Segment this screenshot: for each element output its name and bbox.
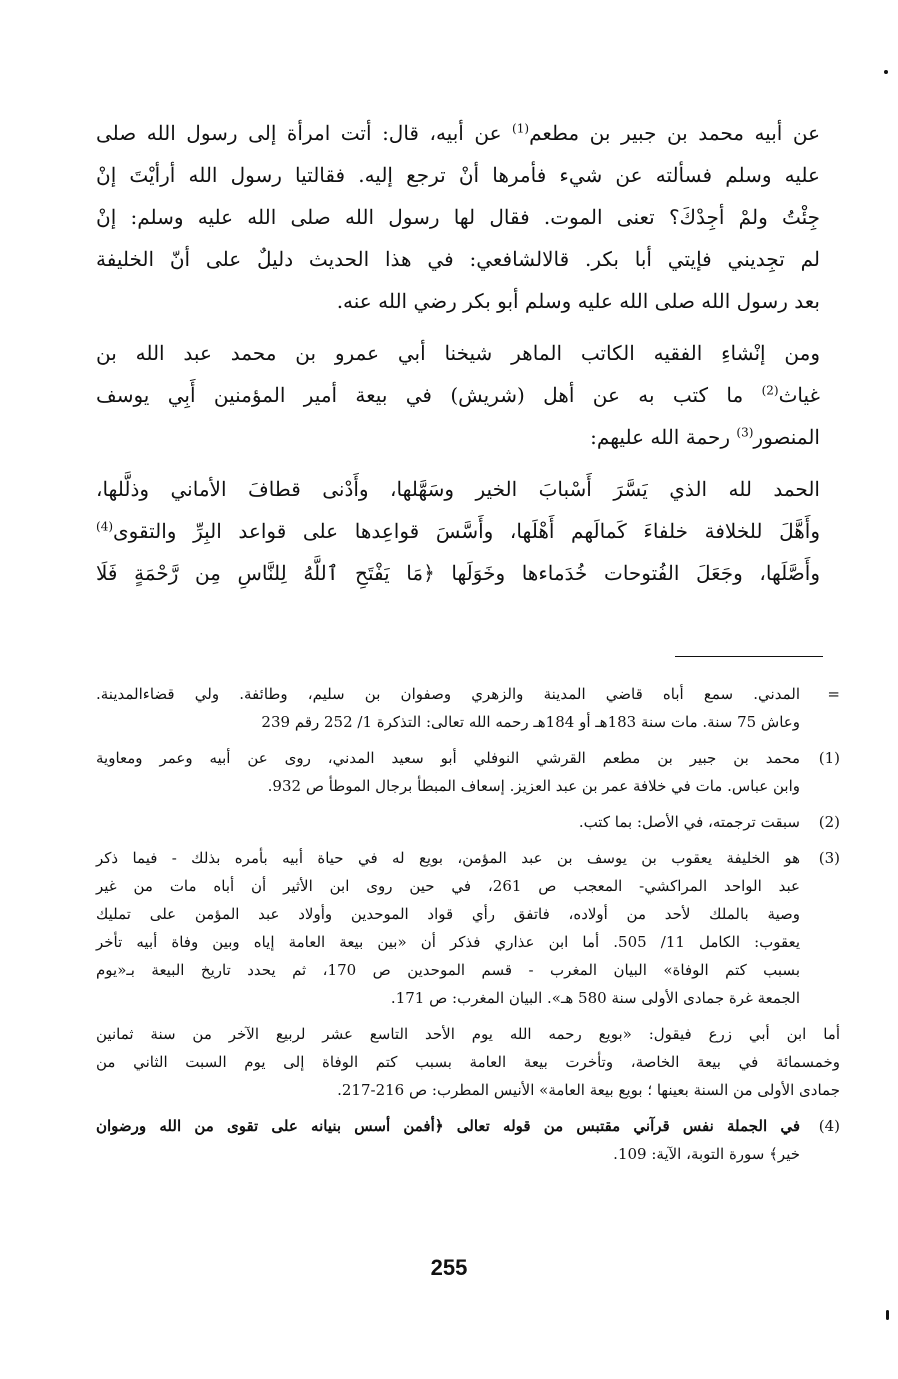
footnote-mark: (2) <box>818 813 840 831</box>
scan-speck <box>884 70 888 74</box>
footnote-mark: = <box>827 685 840 703</box>
footnote <box>96 1112 840 1168</box>
footnote <box>96 680 840 736</box>
paragraph-3 <box>96 468 820 594</box>
text-line: وأَصَّلَها، وجَعَلَ الفُتوحات خُدَماءها وخَوَلَها ﴿مَا يَفْتَحِ ٱللَّهُ لِلنَّاسِ مِن رَّحْمَةٍ فَلَا <box>96 561 820 585</box>
footnote-ref: (3) <box>736 425 754 440</box>
paragraph-1 <box>96 112 820 322</box>
text-line: المنصور$^{(3)}$ رحمة الله عليهم: <box>590 425 820 449</box>
footnote-line: خير﴾ سورة التوبة، الآية: 109. <box>613 1145 800 1163</box>
footnote-line: جمادى الأولى من السنة بعينها ؛ بويع بيعة العامة» الأنيس المطرب: ص 216-217. <box>337 1081 840 1099</box>
footnote-ref: (4) <box>96 519 114 534</box>
text-line: جِئْتُ ولمْ أجِدْكَ؟ تعنى الموت. فقال لها رسول الله صلى الله عليه وسلم: إنْ <box>96 205 820 229</box>
footnote-line: في الجملة نفس قرآني مقتبس من قوله تعالى ﴿أفمن أسس بنيانه على تقوى من الله ورضوان <box>96 1117 800 1135</box>
footnote-line: وخمسمائة في بيعة الخاصة، وتأخرت بيعة العامة بسبب كتم الوفاة إلى يوم السبت الثاني من <box>96 1053 840 1071</box>
paragraph-2 <box>96 332 820 458</box>
footnote-line: محمد بن جبير بن مطعم القرشي النوفلي أبو سعيد المدني، روى عن أبيه وعمر ومعاوية <box>96 749 800 767</box>
text-line: الحمد لله الذي يَسَّرَ أَسْبابَ الخير وسَهَّلها، وأَدْنى قطافَ الأماني وذلَّلها، <box>96 477 820 501</box>
footnote-line: عبد الواحد المراكشي- المعجب ص 261، في حين روى ابن الأثير أن أباه مات من غير <box>96 877 800 895</box>
footnote <box>96 844 840 1012</box>
text-line: لم تجِديني فإيتي أبا بكر. قالالشافعي: في هذا الحديث دليلٌ على أنّ الخليفة <box>96 247 820 271</box>
footnote-line: يعقوب: الكامل 11/ 505. أما ابن عذاري فذكر أن «بين بيعة العامة إياه وبين وفاة أبيه تأخر <box>96 933 800 951</box>
footnote-line: هو الخليفة يعقوب بن يوسف بن عبد المؤمن، بويع له في حياة أبيه بأمره بذلك - فيما ذكر <box>96 849 800 867</box>
footnote-line: أما ابن أبي زرع فيقول: «بويع رحمه الله يوم الأحد التاسع عشر لربيع الآخر من سنة ثمانين <box>96 1025 840 1043</box>
footnote-mark: (1) <box>818 749 840 767</box>
footnote-line: بسبب كتم الوفاة» البيان المغرب - قسم الموحدين ص 170، ثم يحدد تاريخ البيعة بـ«يوم <box>96 961 800 979</box>
footnote <box>96 744 840 800</box>
footnote-line: وعاش 75 سنة. مات سنة 183هـ أو 184هـ رحمه الله تعالى: التذكرة 1/ 252 رقم 239 <box>261 713 800 731</box>
footnotes <box>96 680 840 1176</box>
footnote-mark: (3) <box>818 849 840 867</box>
text-line: وأَهَّلَ للخلافة خلفاءَ كَمالَهم أَهْلَها، وأَسَّسَ قواعِدها على قواعد البِرِّ والتقوى$^{(4)}$ <box>96 519 820 543</box>
footnote-separator <box>675 656 823 657</box>
text-line: غياث$^{(2)}$ ما كتب به عن أهل (شريش) في بيعة أمير المؤمنين أَبِي يوسف <box>96 383 821 407</box>
text-line: بعد رسول الله صلى الله عليه وسلم أبو بكر رضي الله عنه. <box>336 289 820 313</box>
footnote-continuation <box>96 1020 840 1104</box>
main-text <box>96 112 820 604</box>
footnote-line: سبقت ترجمته، في الأصل: بما كتب. <box>578 813 800 831</box>
footnote <box>96 808 840 836</box>
footnote-line: الجمعة غرة جمادى الأولى سنة 580 هـ». البيان المغرب: ص 171. <box>390 989 800 1007</box>
footnote-line: وابن عباس. مات في خلافة عمر بن عبد العزيز. إسعاف المبطأ برجال الموطأ ص 932. <box>267 777 800 795</box>
footnote-line: المدني. سمع أباه قاضي المدينة والزهري وصفوان بن سليم، وطائفة. ولي قضاءالمدينة. <box>96 685 800 703</box>
footnote-ref: (1) <box>512 121 530 136</box>
text-line: عليه وسلم فسألته عن شيء فأمرها أنْ ترجع إليه. فقالتيا رسول الله أرأيْتَ إنْ <box>96 163 820 187</box>
scan-speck <box>886 1310 889 1320</box>
text-line: عن أبيه محمد بن جبير بن مطعم$^{(1)}$ عن أبيه، قال: أتت امرأة إلى رسول الله صلى <box>96 121 821 145</box>
text-line: ومن إنْشاءِ الفقيه الكاتب الماهر شيخنا أبي عمرو بن محمد عبد الله بن <box>96 341 820 365</box>
footnote-ref: (2) <box>761 383 779 398</box>
footnote-mark: (4) <box>818 1117 840 1135</box>
page-number: 255 <box>430 1255 468 1280</box>
footnote-line: وصية بالملك لأحد من أولاده، فاتفق رأي قواد الموحدين وأولاد عبد المؤمن على تمليك <box>96 905 800 923</box>
